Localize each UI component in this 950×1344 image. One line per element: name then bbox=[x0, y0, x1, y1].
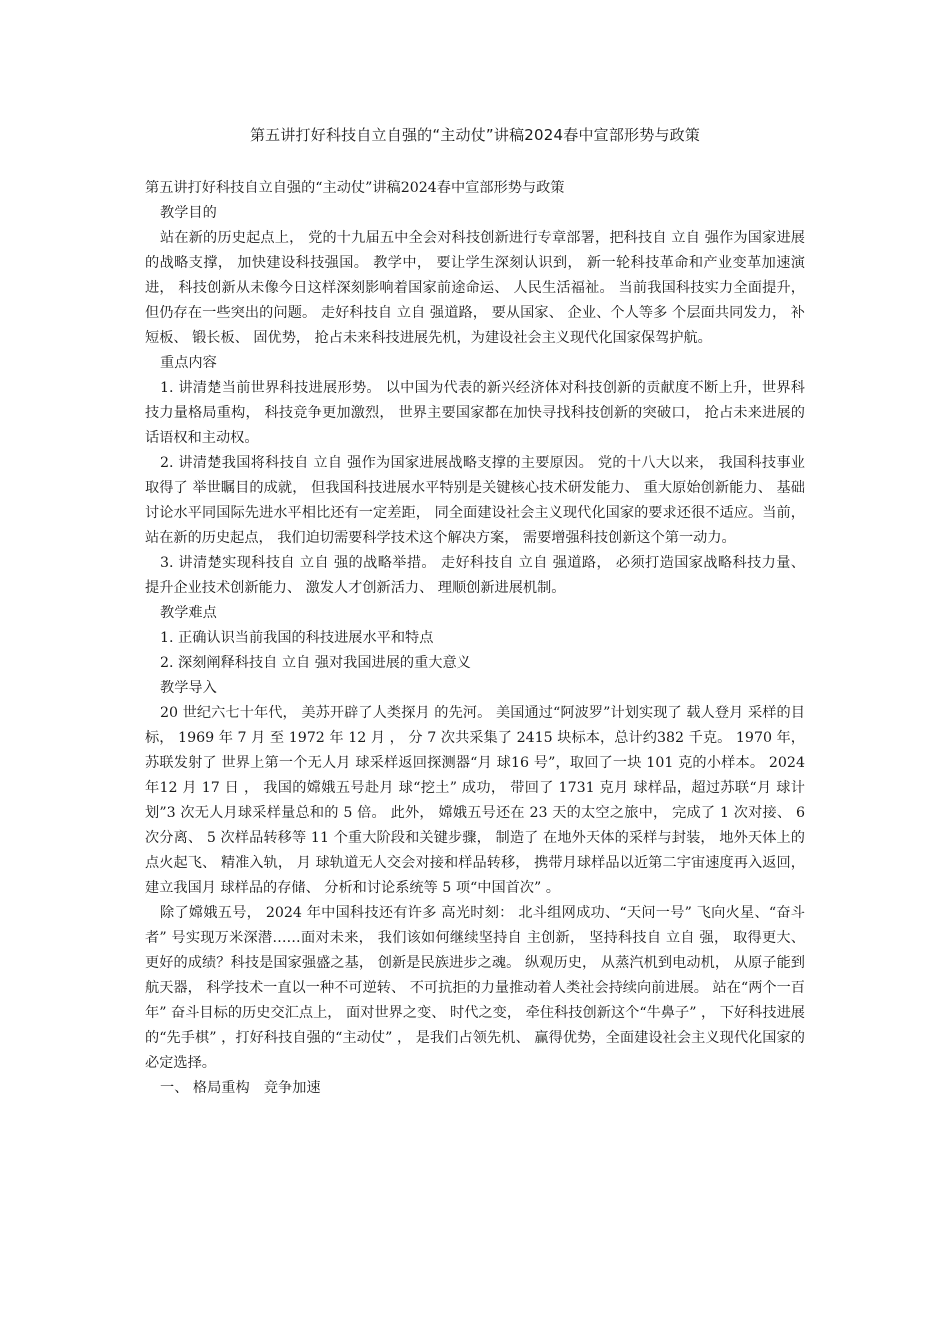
intro-heading: 教学导入 bbox=[160, 680, 217, 696]
part-one-heading: 一、 格局重构 竞争加速 bbox=[160, 1080, 321, 1096]
objectives-heading: 教学目的 bbox=[160, 205, 217, 221]
key-content-item: 1. 讲清楚当前世界科技进展形势。 以中国为代表的新兴经济体对科技创新的贡献度不断上升，世界科技力量格局重构， 科技竞争更加激烈， 世界主要国家都在加快寻找科技创新的突破口， 抢占未来进展的话语权和主动权。 bbox=[145, 380, 805, 446]
difficulty-item: 2. 深刻阐释科技自 立自 强对我国进展的重大意义 bbox=[160, 655, 471, 671]
document-body bbox=[145, 176, 805, 1101]
document-title: 第五讲打好科技自立自强的“主动仗”讲稿2024春中宣部形势与政策 bbox=[145, 180, 565, 196]
intro-paragraph: 20 世纪六七十年代， 美苏开辟了人类探月 的先河。 美国通过“阿波罗”计划实现了 载人登月 采样的目 标， 1969 年 7 月 至 1972 年 12 月 ， 分 7 次共采集了 2415 块标本，总计约382 千克。 1970 年， 苏联发射了 世界上第一个无人月 球采样返回探测器“月 球16 号”，取回了一块 101 克的小样本。 2024 年12 月 17 日 ， 我国的嫦娥五号赴月 球“挖土” 成功， 带回了 1731 克月 球样品，超过苏联“月 球计划”3 次无人月球采样量总和的 5 倍。 此外， 嫦娥五号还在 23 天的太空之旅中， 完成了 1 次对接、 6 次分离、 5 次样品转移等 11 个重大阶段和关键步骤， 制造了 在地外天体的采样与封装， 地外天体上的点火起飞、 精准入轨， 月 球轨道无人交会对接和样品转移， 携带月球样品以近第二宇宙速度再入返回， 建立我国月 球样品的存储、 分析和讨论系统等 5 项“中国首次” 。 bbox=[145, 705, 805, 896]
key-content-item: 2. 讲清楚我国将科技自 立自 强作为国家进展战略支撑的主要原因。 党的十八大以来， 我国科技事业取得了 举世瞩目的成就， 但我国科技进展水平特别是关键核心技术研发能力、 重大原始创新能力、 基础讨论水平同国际先进水平相比还有一定差距， 同全面建设社会主义现代化国家的要求还很不适应。当前， 站在新的历史起点， 我们迫切需要科学技术这个解决方案， 需要增强科技创新这个第一动力。 bbox=[145, 455, 805, 546]
page-header-title: 第五讲打好科技自立自强的“主动仗”讲稿2024春中宣部形势与政策 bbox=[249, 126, 701, 144]
intro-paragraph: 除了嫦娥五号， 2024 年中国科技还有许多 高光时刻： 北斗组网成功、“天问一号” 飞向火星、“奋斗者” 号实现万米深潜……面对未来， 我们该如何继续坚持自 主创新， 坚持科技自 立自 强， 取得更大、 更好的成绩？科技是国家强盛之基， 创新是民族进步之魂。 纵观历史， 从蒸汽机到电动机， 从原子能到航天器， 科学技术一直以一种不可逆转、 不可抗拒的力量推动着人类社会持续向前进展。 站在“两个一百年” 奋斗目标的历史交汇点上， 面对世界之变、 时代之变， 牵住科技创新这个“牛鼻子” ， 下好科技进展的“先手棋” ，打好科技自强的“主动仗” ， 是我们占领先机、 赢得优势，全面建设社会主义现代化国家的必定选择。 bbox=[145, 905, 805, 1071]
key-content-heading: 重点内容 bbox=[160, 355, 217, 371]
difficulty-heading: 教学难点 bbox=[160, 605, 217, 621]
key-content-item: 3. 讲清楚实现科技自 立自 强的战略举措。 走好科技自 立自 强道路， 必须打造国家战略科技力量、 提升企业技术创新能力、 激发人才创新活力、 理顺创新进展机制。 bbox=[145, 555, 805, 596]
objectives-paragraph: 站在新的历史起点上， 党的十九届五中全会对科技创新进行专章部署，把科技自 立自 强作为国家进展的战略支撑， 加快建设科技强国。 教学中， 要让学生深刻认识到， 新一轮科技革命和产业变革加速演进， 科技创新从未像今日这样深刻影响着国家前途命运、 人民生活福祉。 当前我国科技实力全面提升， 但仍存在一些突出的问题。 走好科技自 立自 强道路， 要从国家、 企业、个人等多 个层面共同发力， 补短板、 锻长板、 固优势， 抢占未来科技进展先机，为建设社会主义现代化国家保驾护航。 bbox=[145, 230, 805, 346]
difficulty-item: 1. 正确认识当前我国的科技进展水平和特点 bbox=[160, 630, 434, 646]
